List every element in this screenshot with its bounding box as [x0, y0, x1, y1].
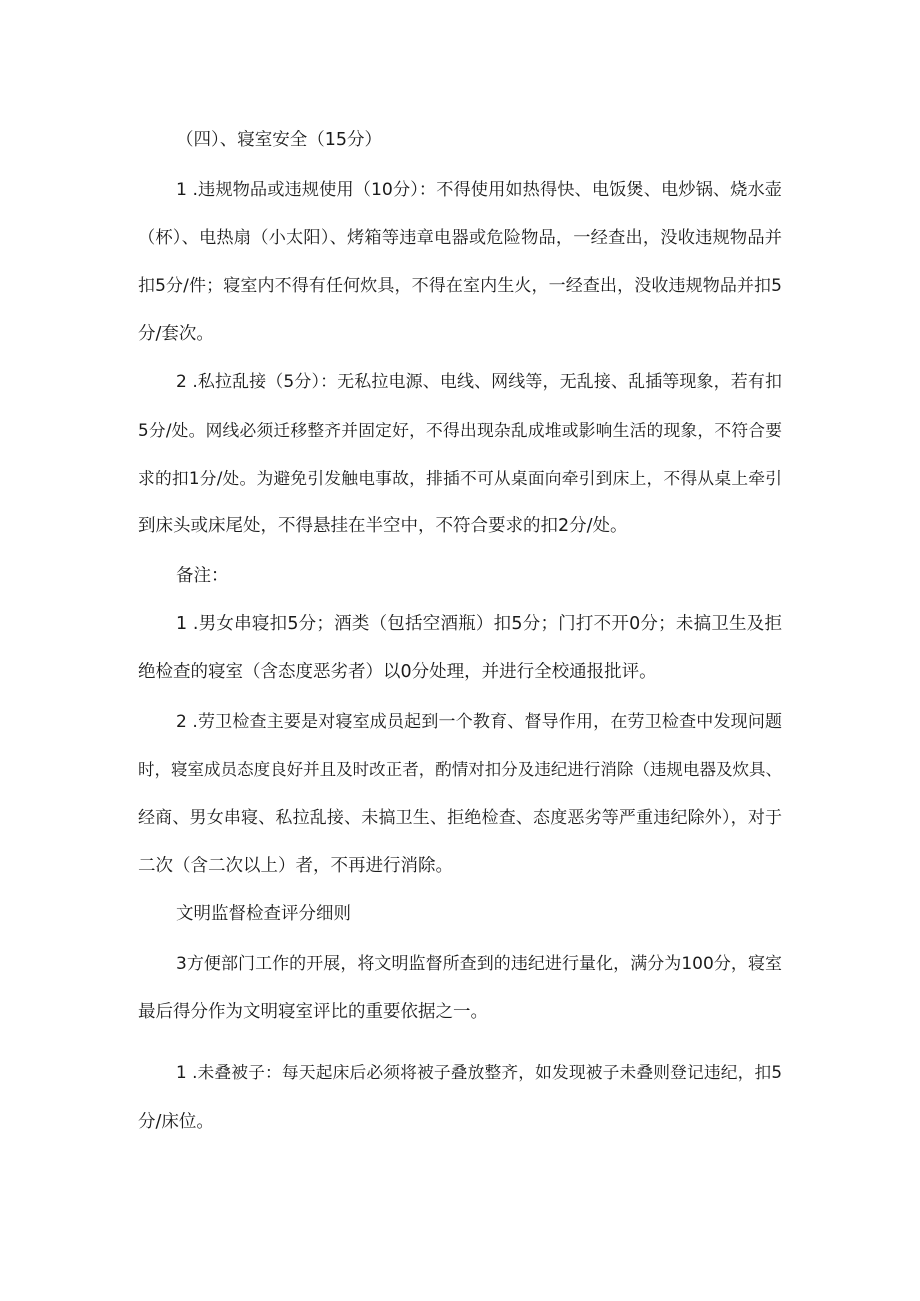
note2-line-2: 时，寝室成员态度良好并且及时改正者，酌情对扣分及违纪进行消除（违规电器及炊具、: [138, 760, 782, 779]
civil-intro-line-2: 最后得分作为文明寝室评比的重要依据之一。: [138, 1002, 488, 1022]
item2-line-4: 到床头或床尾处，不得悬挂在半空中，不符合要求的扣2分/处。: [138, 516, 628, 536]
civil-item1-line-1: 1 .未叠被子：每天起床后必须将被子叠放整齐，如发现被子未叠则登记违纪，扣5: [176, 1062, 782, 1082]
civil-title: 文明监督检查评分细则: [176, 904, 351, 924]
item1-line-2: （杯）、电热扇（小太阳）、烤箱等违章电器或危险物品，一经查出，没收违规物品并: [138, 228, 782, 248]
item2-line-3: 求的扣1分/处。为避免引发触电事故，排插不可从桌面向牵引到床上，不得从桌上牵引: [138, 468, 782, 488]
note2-line-3: 经商、男女串寝、私拉乱接、未搞卫生、拒绝检查、态度恶劣等严重违纪除外），对于: [138, 808, 782, 828]
note1-line-1: 1 .男女串寝扣5分；酒类（包括空酒瓶）扣5分；门打不开0分；未搞卫生及拒: [176, 614, 782, 634]
section-heading: （四）、寝室安全（15分）: [176, 130, 383, 150]
note-label: 备注：: [176, 566, 229, 586]
civil-item1-line-2: 分/床位。: [138, 1112, 214, 1132]
note2-line-4: 二次（含二次以上）者，不再进行消除。: [138, 856, 453, 876]
item1-line-4: 分/套次。: [138, 324, 214, 344]
item2-line-1: 2 .私拉乱接（5分）：无私拉电源、电线、网线等，无乱接、乱插等现象，若有扣: [176, 372, 782, 392]
note2-line-1: 2 .劳卫检查主要是对寝室成员起到一个教育、督导作用，在劳卫检查中发现问题: [176, 712, 782, 732]
note1-line-2: 绝检查的寝室（含态度恶劣者）以0分处理，并进行全校通报批评。: [138, 662, 657, 682]
civil-intro-line-1: 3方便部门工作的开展，将文明监督所查到的违纪进行量化，满分为100分，寝室: [176, 954, 782, 974]
item2-line-2: 5分/处。网线必须迁移整齐并固定好，不得出现杂乱成堆或影响生活的现象，不符合要: [138, 420, 782, 440]
item1-line-1: 1 .违规物品或违规使用（10分）：不得使用如热得快、电饭煲、电炒锅、烧水壶: [176, 180, 782, 200]
item1-line-3: 扣5分/件；寝室内不得有任何炊具，不得在室内生火，一经查出，没收违规物品并扣5: [138, 276, 782, 296]
